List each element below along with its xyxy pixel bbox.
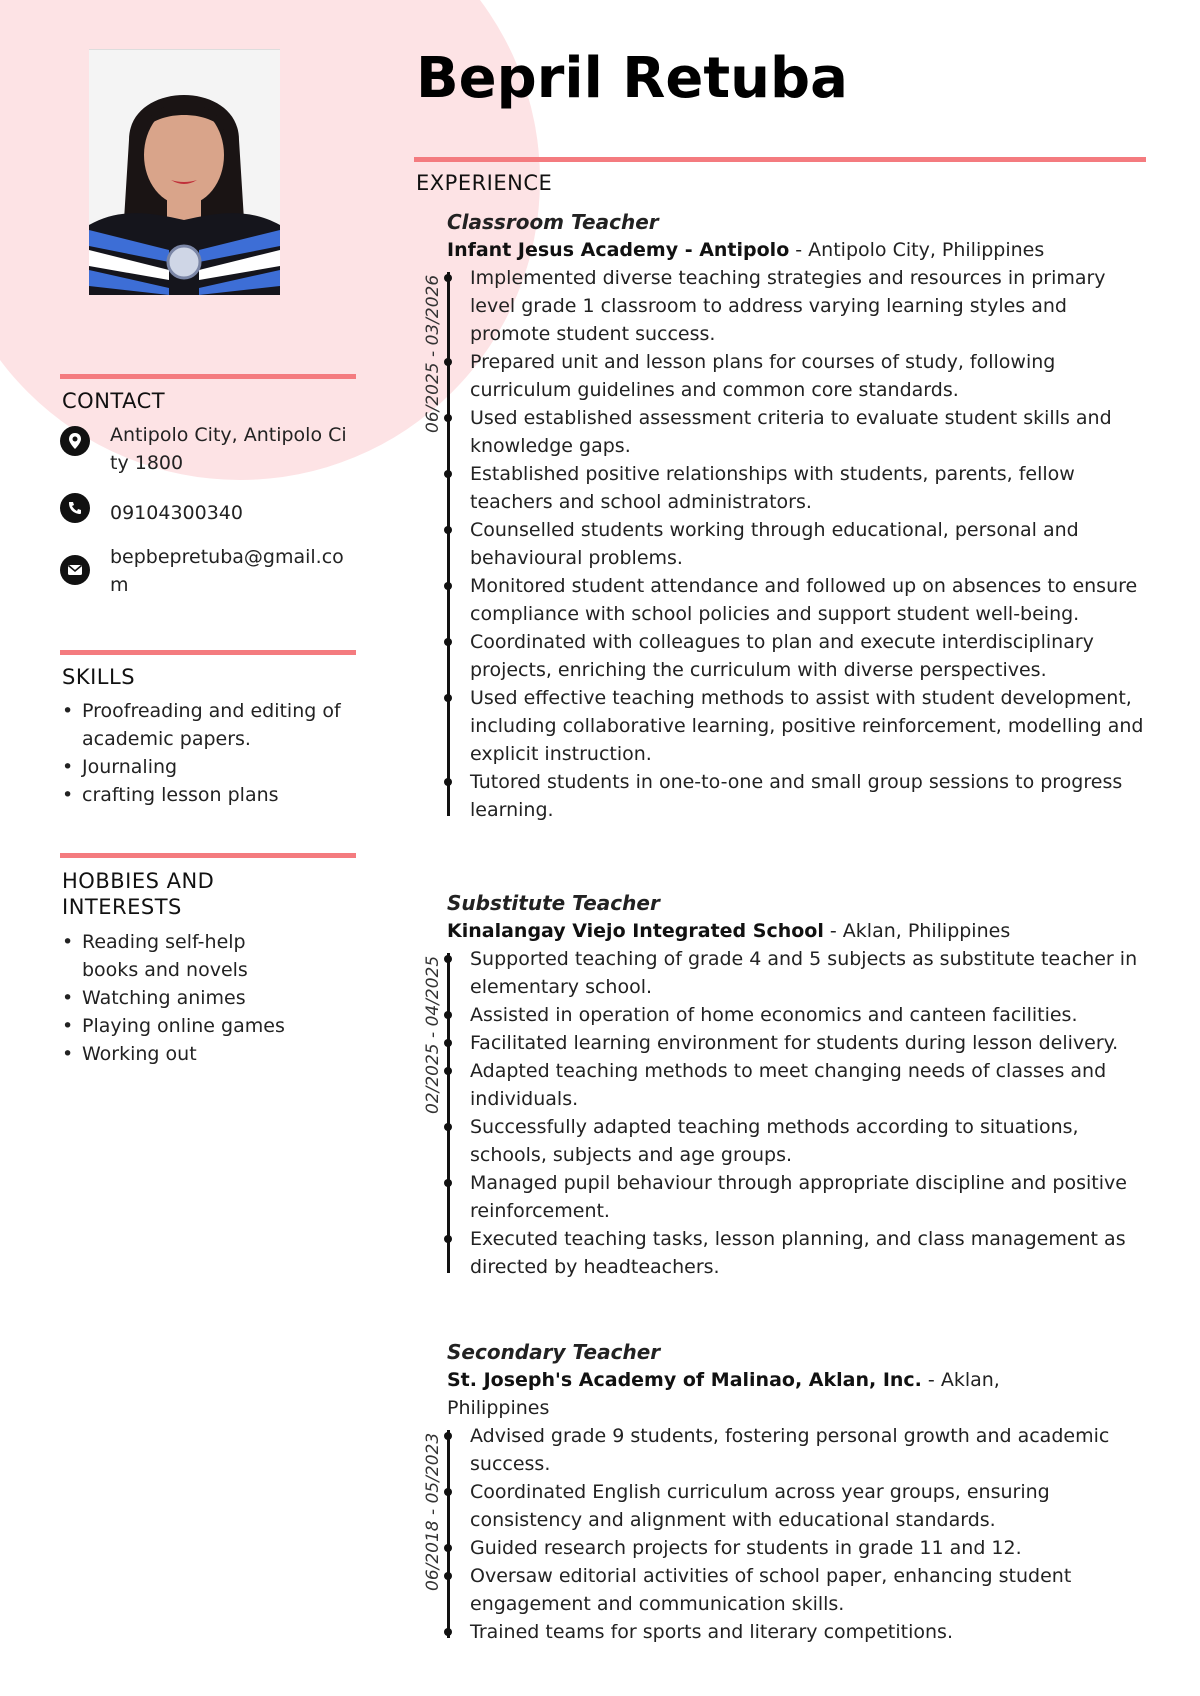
- job-location: - Aklan, Philippines: [823, 920, 1011, 942]
- job-role: Substitute Teacher: [447, 891, 660, 915]
- hobbies-list: [60, 928, 300, 1068]
- job-bullet: Counselled students working through educational, personal and behavioural problems.: [470, 516, 1150, 572]
- hobby-item: • Playing online games: [60, 1012, 300, 1040]
- job-company: Kinalangay Viejo Integrated School: [447, 920, 824, 942]
- job-bullet: Coordinated English curriculum across year groups, ensuring consistency and alignment with educational standards.: [470, 1478, 1150, 1534]
- contact-email-text: bepbepretuba@gmail.com: [110, 546, 344, 596]
- job-bullet: Guided research projects for students in grade 11 and 12.: [470, 1534, 1150, 1562]
- job-entry-1: [410, 208, 1150, 824]
- hobby-item: • Working out: [60, 1040, 300, 1068]
- profile-photo-illustration: [89, 50, 280, 295]
- section-divider: [60, 650, 356, 655]
- job-bullet: Managed pupil behaviour through appropriate discipline and positive reinforcement.: [470, 1169, 1150, 1225]
- job-bullet: Coordinated with colleagues to plan and execute interdisciplinary projects, enriching the curriculum with diverse perspectives.: [470, 628, 1150, 684]
- contact-heading: CONTACT: [62, 389, 166, 413]
- contact-location-text: Antipolo City, Antipolo City 1800: [110, 424, 347, 474]
- job-dates: 02/2025 - 04/2025: [423, 955, 443, 1115]
- profile-photo: [89, 49, 280, 295]
- contact-email: [60, 543, 356, 599]
- job-bullet: Facilitated learning environment for students during lesson delivery.: [470, 1029, 1150, 1057]
- job-location: - Aklan, Philippines: [447, 1369, 1000, 1419]
- email-icon: [60, 555, 90, 585]
- phone-icon: [60, 493, 90, 523]
- location-pin-icon: [60, 426, 90, 456]
- job-bullets: [410, 945, 1150, 1281]
- skill-item: • crafting lesson plans: [60, 781, 356, 809]
- job-role: Secondary Teacher: [447, 1340, 661, 1364]
- hobbies-heading: HOBBIES AND INTERESTS: [62, 869, 215, 919]
- job-bullet: Monitored student attendance and followed up on absences to ensure compliance with school policies and support student well-being.: [470, 572, 1150, 628]
- skills-heading: SKILLS: [62, 665, 136, 689]
- job-company: St. Joseph's Academy of Malinao, Aklan, Inc.: [447, 1369, 922, 1391]
- hobbies-section: [60, 853, 356, 1068]
- job-bullets: [410, 1422, 1150, 1646]
- job-dates: 06/2018 - 05/2023: [423, 1432, 443, 1592]
- job-details: [410, 1422, 1150, 1646]
- timeline-line: [447, 953, 450, 1273]
- job-bullet: Successfully adapted teaching methods according to situations, schools, subjects and age groups.: [470, 1113, 1150, 1169]
- job-details: [410, 264, 1150, 824]
- hobby-item: • Watching animes: [60, 984, 300, 1012]
- candidate-name: Bepril Retuba: [416, 46, 848, 111]
- contact-phone-text: 09104300340: [110, 502, 243, 524]
- job-bullet: Advised grade 9 students, fostering personal growth and academic success.: [470, 1422, 1150, 1478]
- job-bullets: [410, 264, 1150, 824]
- job-bullet: Assisted in operation of home economics and canteen facilities.: [470, 1001, 1150, 1029]
- job-details: [410, 945, 1150, 1281]
- job-company-line: [410, 236, 1150, 264]
- job-bullet: Tutored students in one-to-one and small group sessions to progress learning.: [470, 768, 1150, 824]
- job-role: Classroom Teacher: [447, 210, 659, 234]
- job-company: Infant Jesus Academy - Antipolo: [447, 239, 790, 261]
- job-bullet: Adapted teaching methods to meet changing needs of classes and individuals.: [470, 1057, 1150, 1113]
- job-bullet: Prepared unit and lesson plans for courses of study, following curriculum guidelines and common core standards.: [470, 348, 1150, 404]
- skills-section: [60, 650, 356, 809]
- skills-list: [60, 697, 356, 809]
- job-entry-3: [410, 1338, 1150, 1646]
- job-bullet: Established positive relationships with students, parents, fellow teachers and school administrators.: [470, 460, 1150, 516]
- job-dates: 06/2025 - 03/2026: [423, 274, 443, 434]
- contact-phone: [60, 493, 356, 527]
- job-bullet: Implemented diverse teaching strategies and resources in primary level grade 1 classroom to address varying learning styles and promote student success.: [470, 264, 1150, 348]
- job-entry-2: [410, 889, 1150, 1281]
- job-bullet: Trained teams for sports and literary competitions.: [470, 1618, 1150, 1646]
- skill-item: • Journaling: [60, 753, 356, 781]
- job-company-line: [410, 1366, 1087, 1422]
- header-divider: [414, 157, 1146, 162]
- job-bullet: Used effective teaching methods to assist with student development, including collaborative learning, positive reinforcement, modelling and explicit instruction.: [470, 684, 1150, 768]
- job-bullet: Executed teaching tasks, lesson planning, and class management as directed by headteachers.: [470, 1225, 1150, 1281]
- experience-heading: EXPERIENCE: [416, 171, 553, 195]
- job-bullet: Oversaw editorial activities of school paper, enhancing student engagement and communication skills.: [470, 1562, 1150, 1618]
- section-divider: [60, 853, 356, 858]
- contact-location: [60, 421, 356, 477]
- timeline-line: [447, 1430, 450, 1638]
- job-location: - Antipolo City, Philippines: [789, 239, 1045, 261]
- job-bullet: Supported teaching of grade 4 and 5 subjects as substitute teacher in elementary school.: [470, 945, 1150, 1001]
- job-company-line: [410, 917, 1150, 945]
- job-bullet: Used established assessment criteria to evaluate student skills and knowledge gaps.: [470, 404, 1150, 460]
- contact-section: [60, 374, 356, 615]
- timeline-line: [447, 272, 450, 816]
- skill-item: • Proofreading and editing of academic papers.: [60, 697, 356, 753]
- hobby-item: • Reading self-help books and novels: [60, 928, 300, 984]
- section-divider: [60, 374, 356, 379]
